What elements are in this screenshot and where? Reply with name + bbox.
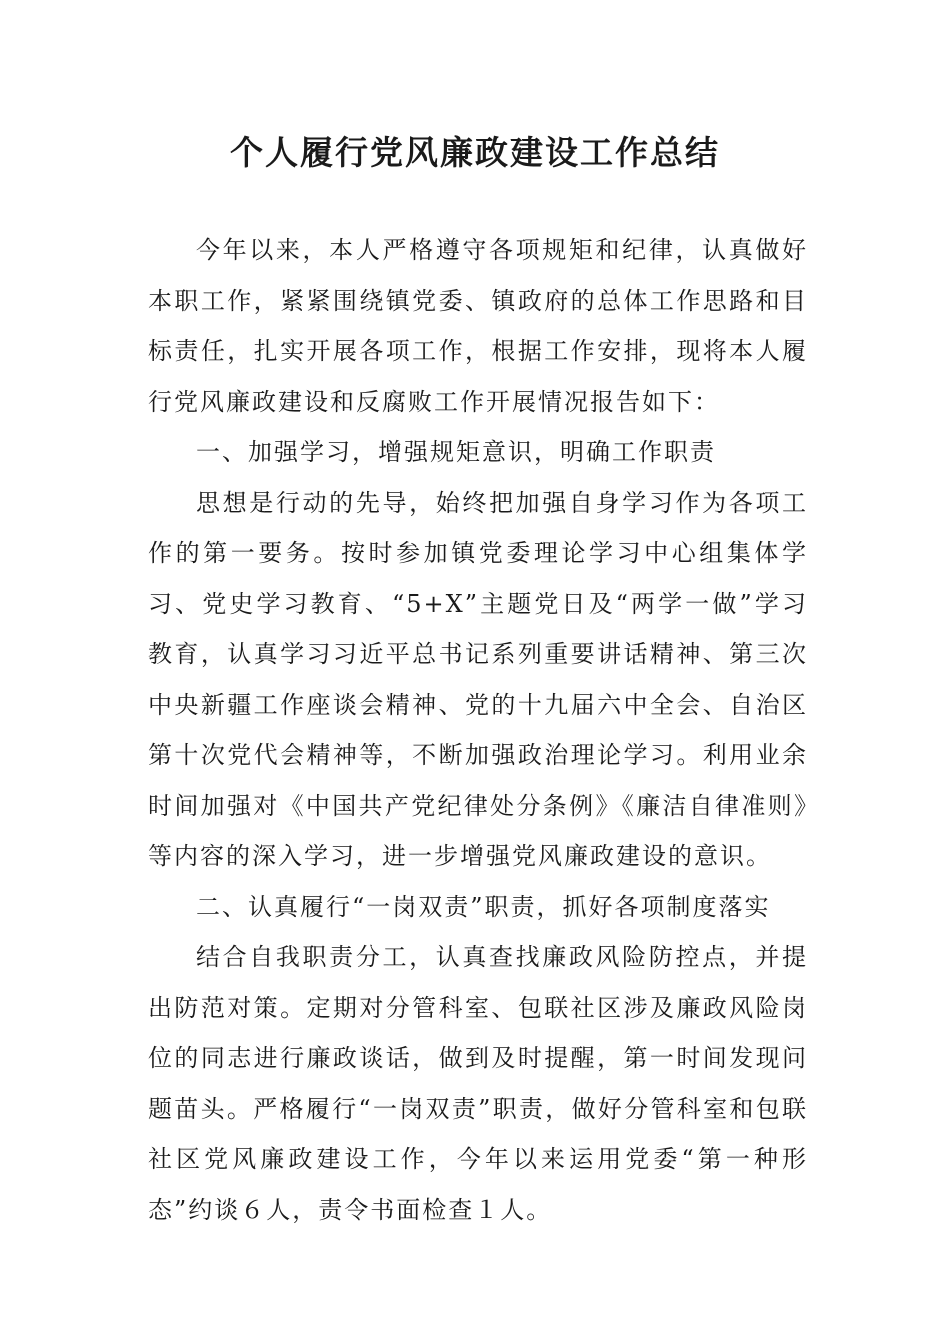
- section-2-paragraph: 结合自我职责分工，认真查找廉政风险防控点，并提出防范对策。定期对分管科室、包联社区涉及廉政风险岗位的同志进行廉政谈话，做到及时提醒，第一时间发现问题苗头。严格履行“一岗双责”职责，做好分管科室和包联社区党风廉政建设工作，今年以来运用党委“第一种形态”约谈６人，责令书面检查１人。: [148, 943, 808, 1224]
- section-heading-1: 一、加强学习，增强规矩意识，明确工作职责: [196, 438, 716, 466]
- section-heading-2: 二、认真履行“一岗双责”职责，抓好各项制度落实: [196, 892, 771, 921]
- intro-paragraph: 今年以来，本人严格遵守各项规矩和纪律，认真做好本职工作，紧紧围绕镇党委、镇政府的总体工作思路和目标责任，扎实开展各项工作，根据工作安排，现将本人履行党风廉政建设和反腐败工作开展情况报告如下：: [148, 236, 808, 416]
- section-1-paragraph: 思想是行动的先导，始终把加强自身学习作为各项工作的第一要务。按时参加镇党委理论学习中心组集体学习、党史学习教育、“5+X”主题党日及“两学一做”学习教育，认真学习习近平总书记系列重要讲话精神、第三次中央新疆工作座谈会精神、党的十九届六中全会、自治区第十次党代会精神等，不断加强政治理论学习。利用业余时间加强对《中国共产党纪律处分条例》《廉洁自律准则》等内容的深入学习，进一步增强党风廉政建设的意识。: [148, 488, 808, 870]
- document-title: 个人履行党风廉政建设工作总结: [230, 133, 720, 172]
- document-body: [148, 225, 808, 1235]
